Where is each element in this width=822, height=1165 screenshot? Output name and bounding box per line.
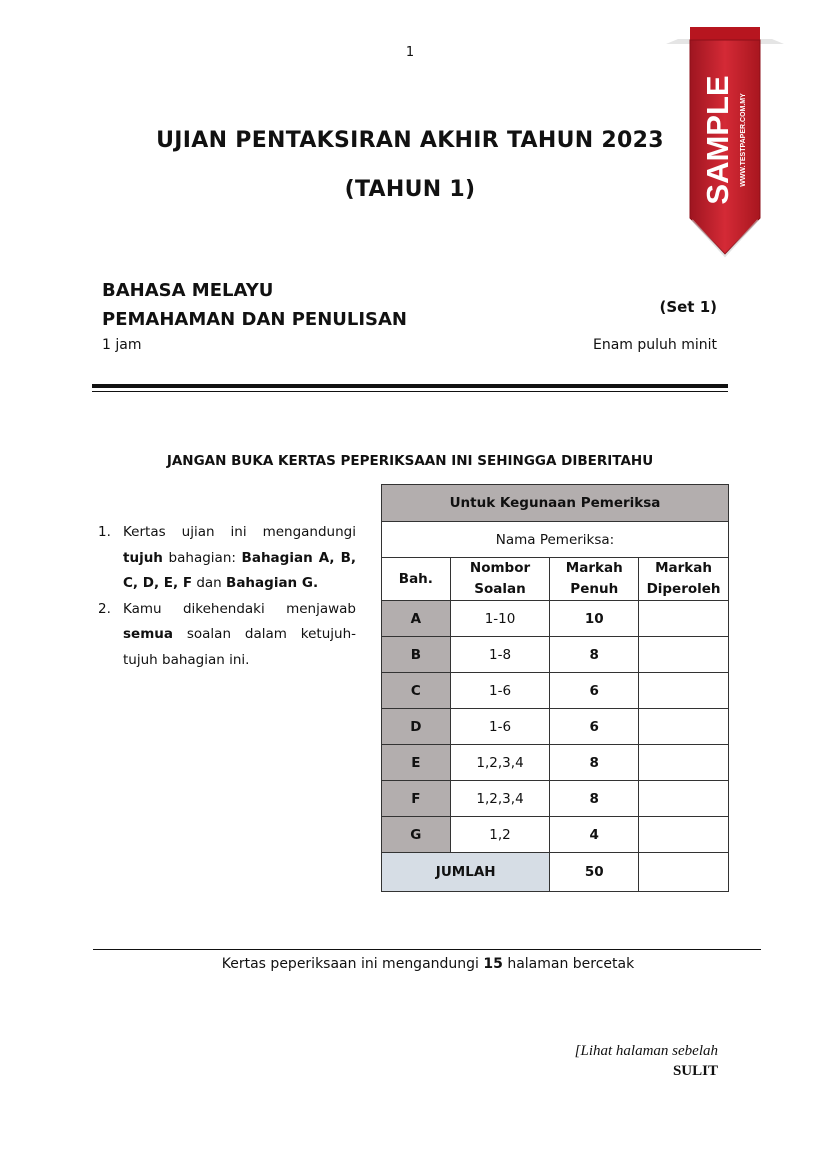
- examiner-table: [381, 484, 729, 892]
- section-cell: E: [382, 745, 451, 781]
- obtained-marks-cell: [639, 745, 729, 781]
- table-row: [382, 781, 729, 817]
- total-row: [382, 853, 729, 892]
- table-row: [382, 709, 729, 745]
- page-count: 15: [483, 956, 503, 972]
- table-row: [382, 817, 729, 853]
- table-row: [382, 673, 729, 709]
- full-marks-cell: 8: [550, 637, 639, 673]
- obtained-marks-cell: [639, 637, 729, 673]
- questions-cell: 1,2,3,4: [450, 745, 550, 781]
- page-count-note: Kertas peperiksaan ini mengandungi 15 halaman bercetak: [221, 956, 635, 972]
- total-label: JUMLAH: [382, 853, 550, 892]
- column-header-row: [382, 558, 729, 601]
- ribbon-url: WWW.TESTPAPER.COM.MY: [740, 93, 747, 187]
- warning-notice: JANGAN BUKA KERTAS PEPERIKSAAN INI SEHINGGA DIBERITAHU: [166, 453, 654, 469]
- questions-cell: 1-6: [450, 709, 550, 745]
- header-divider-thin: [92, 391, 728, 392]
- full-marks-cell: 6: [550, 709, 639, 745]
- obtained-marks-cell: [639, 673, 729, 709]
- questions-cell: 1,2: [450, 817, 550, 853]
- table-row: [382, 637, 729, 673]
- questions-cell: 1,2,3,4: [450, 781, 550, 817]
- footer-divider: [93, 949, 761, 950]
- full-marks-cell: 8: [550, 781, 639, 817]
- duration-hours: 1 jam: [102, 337, 142, 353]
- total-obtained: [639, 853, 729, 892]
- total-marks: 50: [550, 853, 639, 892]
- instructions-list: [98, 520, 356, 673]
- instruction-item: 1. Kertas ujian ini mengandungi tujuh bahagian: Bahagian A, B, C, D, E, F dan Bahagian G.: [98, 524, 356, 591]
- obtained-marks-cell: [639, 709, 729, 745]
- obtained-marks-cell: [639, 817, 729, 853]
- section-cell: A: [382, 601, 451, 637]
- exam-title: UJIAN PENTAKSIRAN AKHIR TAHUN 2023: [156, 128, 664, 153]
- sample-ribbon: [664, 22, 786, 267]
- questions-cell: 1-8: [450, 637, 550, 673]
- column-header: Bah.: [382, 558, 451, 601]
- column-header: Nombor Soalan: [450, 558, 550, 601]
- full-marks-cell: 10: [550, 601, 639, 637]
- duration-words: Enam puluh minit: [592, 337, 717, 353]
- column-header: Markah Diperoleh: [639, 558, 729, 601]
- confidential-label: SULIT: [672, 1063, 718, 1079]
- obtained-marks-cell: [639, 781, 729, 817]
- full-marks-cell: 6: [550, 673, 639, 709]
- full-marks-cell: 8: [550, 745, 639, 781]
- table-row: [382, 601, 729, 637]
- section-cell: C: [382, 673, 451, 709]
- column-header: Markah Penuh: [550, 558, 639, 601]
- examiner-name-field: Nama Pemeriksa:: [382, 522, 729, 558]
- table-header: Untuk Kegunaan Pemeriksa: [382, 485, 729, 522]
- questions-cell: 1-6: [450, 673, 550, 709]
- set-label: (Set 1): [659, 298, 717, 316]
- exam-grade: (TAHUN 1): [344, 177, 476, 202]
- section-cell: F: [382, 781, 451, 817]
- page-number: 1: [405, 45, 415, 60]
- section-cell: D: [382, 709, 451, 745]
- examiner-name-row: [382, 522, 729, 558]
- section-cell: B: [382, 637, 451, 673]
- table-header-row: [382, 485, 729, 522]
- header-divider-thick: [92, 384, 728, 388]
- obtained-marks-cell: [639, 601, 729, 637]
- questions-cell: 1-10: [450, 601, 550, 637]
- instruction-item: 2. Kamu dikehendaki menjawab semua soalan dalam ketujuh-tujuh bahagian ini.: [98, 600, 356, 668]
- section-cell: G: [382, 817, 451, 853]
- paper-name: PEMAHAMAN DAN PENULISAN: [102, 309, 407, 330]
- subject-name: BAHASA MELAYU: [102, 280, 274, 301]
- next-page-note: [Lihat halaman sebelah: [574, 1043, 718, 1059]
- table-row: [382, 745, 729, 781]
- full-marks-cell: 4: [550, 817, 639, 853]
- ribbon-label: SAMPLE: [700, 75, 735, 205]
